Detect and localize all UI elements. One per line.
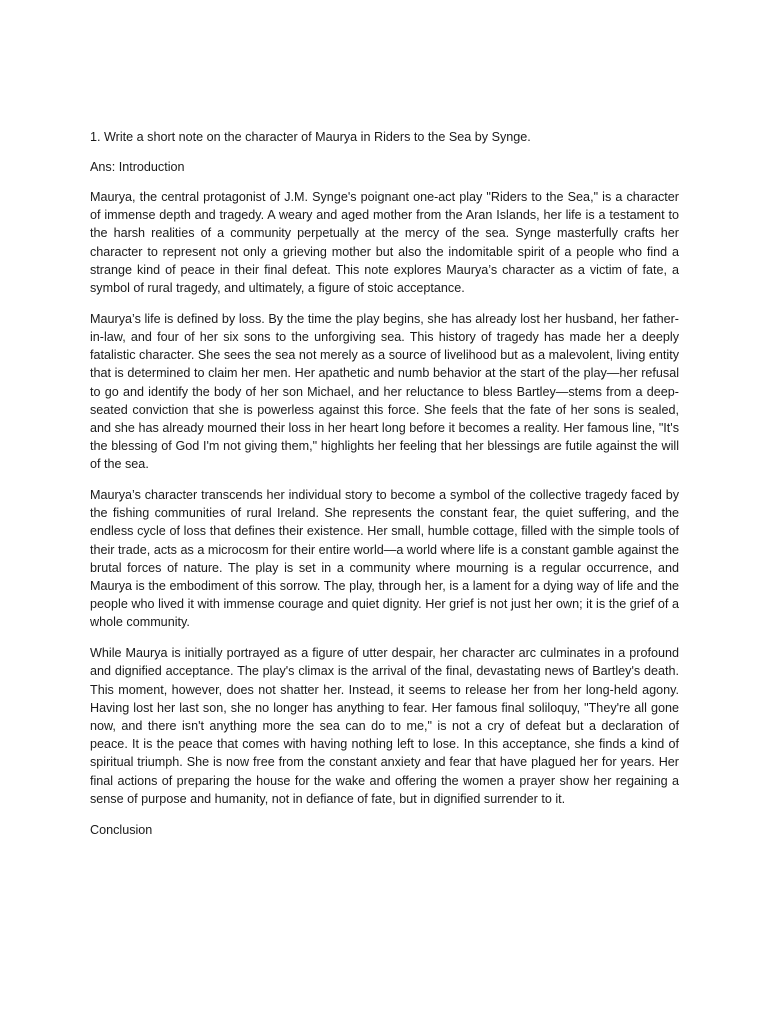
answer-heading: Ans: Introduction (90, 160, 185, 174)
paragraph-stoic-acceptance: While Maurya is initially portrayed as a figure of utter despair, her character arc culminates in a profound and dignified acceptance. The play's climax is the arrival of the final, devastating news of Bartley's death. This moment, however, does not shatter her. Instead, it seems to release her from her long-held agony. Having lost her last son, she no longer has anything to fear. Her famous final soliloquy, "They're all gone now, and there isn't anything more the sea can do to me," is not a cry of defeat but a declaration of peace. It is the peace that comes with having nothing left to lose. In this acceptance, she finds a kind of spiritual triumph. She is now free from the constant anxiety and fear that have plagued her for years. Her final actions of preparing the house for the wake and offering the women a prayer show her regaining a sense of purpose and humanity, not in defiance of fate, but in dignified surrender to it. (90, 646, 679, 806)
paragraph-introduction: Maurya, the central protagonist of J.M. Synge's poignant one-act play "Riders to the Sea," is a character of immense depth and tragedy. A weary and aged mother from the Aran Islands, her life is a testament to the harsh realities of a community perpetually at the mercy of the sea. Synge masterfully crafts her character to represent not only a grieving mother but also the indomitable spirit of a people who find a strange kind of peace in their final defeat. This note explores Maurya’s character as a victim of fate, a symbol of rural tragedy, and ultimately, a figure of stoic acceptance. (90, 190, 679, 296)
paragraph-victim-of-fate: Maurya’s life is defined by loss. By the time the play begins, she has already lost her husband, her father-in-law, and four of her six sons to the unforgiving sea. This history of tragedy has made her a deeply fatalistic character. She sees the sea not merely as a source of livelihood but as a malevolent, living entity that is determined to claim her men. Her apathetic and numb behavior at the start of the play—her refusal to go and identify the body of her son Michael, and her reluctance to bless Bartley—stems from a deep-seated conviction that she is powerless against this force. She feels that the fate of her sons is sealed, and she has already mourned their loss in her heart long before it becomes a reality. Her famous line, "It's the blessing of God I'm not giving them," highlights her feeling that her blessings are futile against the will of the sea. (90, 311, 679, 472)
question-text: 1. Write a short note on the character of Maurya in Riders to the Sea by Synge. (90, 130, 531, 144)
document-page (90, 128, 679, 851)
paragraph-rural-tragedy: Maurya’s character transcends her individual story to become a symbol of the collective tragedy faced by the fishing communities of rural Ireland. She represents the constant fear, the quiet suffering, and the endless cycle of loss that defines their existence. Her small, humble cottage, filled with the simple tools of their trade, acts as a microcosm for their entire world—a world where life is a constant gamble against the brutal forces of nature. The play is set in a community where mourning is a regular occurrence, and Maurya is the embodiment of this sorrow. The play, through her, is a lament for a dying way of life and the people who lived it with immense courage and quiet dignity. Her grief is not just her own; it is the grief of a whole community. (90, 488, 679, 630)
conclusion-heading: Conclusion (90, 822, 153, 837)
